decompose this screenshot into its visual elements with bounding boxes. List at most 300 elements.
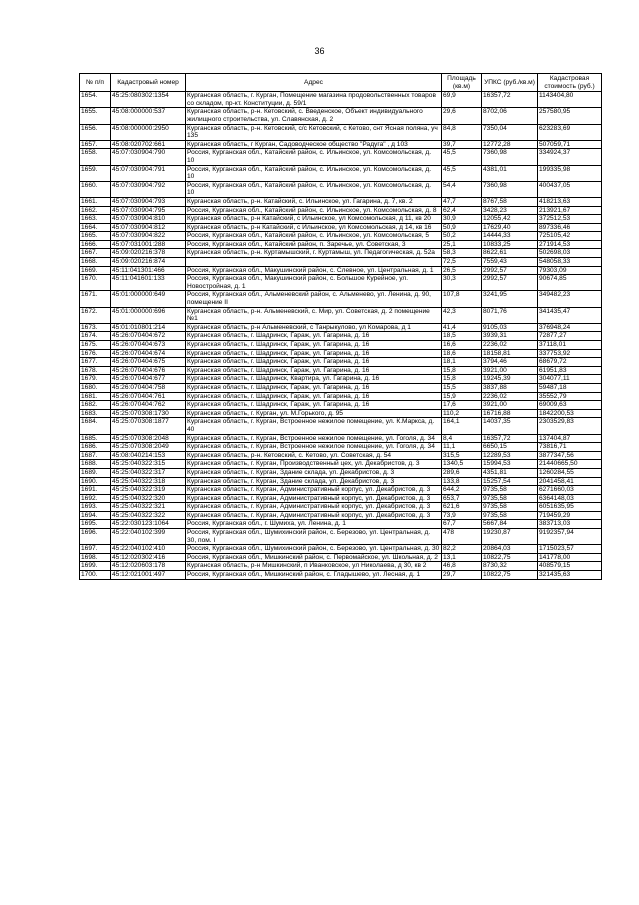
cadastral-number-cell: 45:08:000000:2950 (111, 124, 186, 140)
table-row (80, 401, 602, 410)
cadastral-value-cell: 897336,46 (538, 223, 602, 232)
cadastral-value-cell: 79303,09 (538, 266, 602, 275)
row-number-cell: 1669. (80, 266, 111, 275)
cadastral-value-cell: 1715023,57 (538, 545, 602, 554)
table-row (80, 232, 602, 241)
area-cell: 8,4 (442, 434, 482, 443)
upks-cell: 6650,15 (482, 443, 538, 452)
area-cell: 69,9 (442, 92, 482, 108)
upks-cell: 14037,35 (482, 418, 538, 434)
upks-cell: 9735,58 (482, 511, 538, 520)
row-number-cell: 1662. (80, 206, 111, 215)
cadastral-value-cell: 9192357,94 (538, 529, 602, 545)
address-cell: Курганская область, р-н. Катайский, с. Ильинское, ул. Гагарина, д. 7, кв. 2 (186, 197, 442, 206)
header-cadastral-number: Кадастровый номер (111, 74, 186, 92)
cadastral-number-cell: 45:01:000000:696 (111, 307, 186, 323)
address-cell: Курганская область, р-н Катайский, с Ильинское, ул Комсомольская, д 11, кв 20 (186, 215, 442, 224)
upks-cell: 7360,98 (482, 181, 538, 197)
upks-cell: 3241,95 (482, 291, 538, 307)
row-number-cell: 1667. (80, 249, 111, 258)
address-cell: Курганская область, р-н. Альменевский, с. Мир, ул. Советская, д. 2 помещение №1 (186, 307, 442, 323)
cadastral-value-cell: 349482,23 (538, 291, 602, 307)
row-number-cell: 1698. (80, 553, 111, 562)
upks-cell: 4351,81 (482, 468, 538, 477)
row-number-cell: 1675. (80, 341, 111, 350)
table-row (80, 545, 602, 554)
cadastral-value-cell: 719459,29 (538, 511, 602, 520)
area-cell: 62,4 (442, 206, 482, 215)
upks-cell: 9735,58 (482, 486, 538, 495)
table-row (80, 468, 602, 477)
cadastral-value-cell: 271914,53 (538, 240, 602, 249)
cadastral-value-cell: 213921,67 (538, 206, 602, 215)
cadastral-value-cell: 548058,33 (538, 258, 602, 267)
table-row (80, 443, 602, 452)
row-number-cell: 1695. (80, 520, 111, 529)
cadastral-number-cell: 45:25:040322:322 (111, 511, 186, 520)
area-cell: 39,7 (442, 140, 482, 149)
upks-cell: 8730,32 (482, 562, 538, 571)
upks-cell: 10822,75 (482, 571, 538, 580)
table-row (80, 108, 602, 124)
row-number-cell: 1684. (80, 418, 111, 434)
address-cell: Курганская область, г. Курган, Встроенное нежилое помещение, ул. Гоголя, д. 34 (186, 443, 442, 452)
row-number-cell: 1659. (80, 165, 111, 181)
table-row (80, 181, 602, 197)
row-number-cell: 1683. (80, 409, 111, 418)
cadastral-number-cell: 45:26:070404:675 (111, 358, 186, 367)
cadastral-table (79, 73, 602, 580)
address-cell: Курганская область, г. Курган, Встроенное нежилое помещение, ул. К.Маркса, д. 40 (186, 418, 442, 434)
upks-cell: 2992,57 (482, 275, 538, 291)
header-address: Адрес (186, 74, 442, 92)
area-cell: 50,9 (442, 223, 482, 232)
cadastral-value-cell: 341435,47 (538, 307, 602, 323)
table-row (80, 434, 602, 443)
address-cell: Курганская область, г. Курган, Производственный цех, ул. Декабристов, д. 3 (186, 460, 442, 469)
table-row (80, 571, 602, 580)
upks-cell: 3939,31 (482, 332, 538, 341)
table-row (80, 486, 602, 495)
row-number-cell: 1689. (80, 468, 111, 477)
table-row (80, 341, 602, 350)
area-cell: 58,3 (442, 249, 482, 258)
upks-cell: 9735,58 (482, 494, 538, 503)
table-row (80, 197, 602, 206)
cadastral-number-cell: 45:12:020603:178 (111, 562, 186, 571)
area-cell: 73,9 (442, 511, 482, 520)
area-cell: 25,1 (442, 240, 482, 249)
cadastral-value-cell: 1842200,53 (538, 409, 602, 418)
cadastral-value-cell: 68679,72 (538, 358, 602, 367)
table-row (80, 451, 602, 460)
cadastral-value-cell: 90674,85 (538, 275, 602, 291)
table-row (80, 323, 602, 332)
cadastral-value-cell: 72877,27 (538, 332, 602, 341)
cadastral-value-cell: 507059,71 (538, 140, 602, 149)
row-number-cell: 1676. (80, 349, 111, 358)
address-cell: Россия, Курганская обл., Катайский район, с. Ильинское, ул. Комсомольская, д. 10 (186, 149, 442, 165)
address-cell (186, 258, 442, 267)
cadastral-number-cell: 45:25:070308:2048 (111, 434, 186, 443)
area-cell: 315,5 (442, 451, 482, 460)
upks-cell: 7559,43 (482, 258, 538, 267)
address-cell: Курганская область, р-н. Кетовский, с/с Кетовский, с Кетово, снт Ясная поляна, уч 135 (186, 124, 442, 140)
cadastral-number-cell: 45:12:021001:497 (111, 571, 186, 580)
address-cell: Курганская область, г. Курган, Административный корпус, ул. Декабристов, д. 3 (186, 503, 442, 512)
table-row (80, 529, 602, 545)
cadastral-number-cell: 45:07:030904:812 (111, 223, 186, 232)
upks-cell: 10833,25 (482, 240, 538, 249)
address-cell: Курганская область, г. Шадринск, Гараж, ул. Гагарина, д. 16 (186, 341, 442, 350)
address-cell: Курганская область, г. Курган, Административный корпус, ул. Декабристов, д. 3 (186, 511, 442, 520)
cadastral-number-cell: 45:11:041301:466 (111, 266, 186, 275)
area-cell: 653,7 (442, 494, 482, 503)
cadastral-value-cell: 623283,69 (538, 124, 602, 140)
page-number: 36 (314, 46, 325, 56)
area-cell: 17,6 (442, 401, 482, 410)
table-row (80, 332, 602, 341)
table-row (80, 249, 602, 258)
row-number-cell: 1680. (80, 383, 111, 392)
upks-cell: 8767,58 (482, 197, 538, 206)
cadastral-value-cell: 141778,00 (538, 553, 602, 562)
upks-cell: 16716,88 (482, 409, 538, 418)
upks-cell: 16357,72 (482, 92, 538, 108)
upks-cell: 20864,03 (482, 545, 538, 554)
upks-cell: 4381,01 (482, 165, 538, 181)
row-number-cell: 1672. (80, 307, 111, 323)
address-cell: Россия, Курганская обл., Катайский район, с. Ильинское, ул. Комсомольская, д. 8 (186, 206, 442, 215)
cadastral-number-cell: 45:07:030904:795 (111, 206, 186, 215)
address-cell: Курганская область, г. Курган, Здание склада, ул. Декабристов, д. 3 (186, 477, 442, 486)
cadastral-number-cell: 45:11:041601:133 (111, 275, 186, 291)
row-number-cell: 1663. (80, 215, 111, 224)
upks-cell: 5667,84 (482, 520, 538, 529)
row-number-cell: 1686. (80, 443, 111, 452)
area-cell: 15,8 (442, 375, 482, 384)
area-cell: 26,5 (442, 266, 482, 275)
row-number-cell: 1664. (80, 223, 111, 232)
row-number-cell: 1682. (80, 401, 111, 410)
row-number-cell: 1658. (80, 149, 111, 165)
cadastral-value-cell: 418213,63 (538, 197, 602, 206)
address-cell: Курганская область, г. Курган, Здание склада, ул. Декабристов, д. 3 (186, 468, 442, 477)
row-number-cell: 1656. (80, 124, 111, 140)
cadastral-value-cell: 725105,42 (538, 232, 602, 241)
cadastral-number-cell: 45:26:070404:676 (111, 366, 186, 375)
cadastral-number-cell: 45:08:020702:661 (111, 140, 186, 149)
table-row (80, 165, 602, 181)
address-cell: Курганская область, г. Шадринск, Квартира, ул. Гагарина, д. 16 (186, 375, 442, 384)
address-cell: Россия, Курганская обл., Шумихинский район, с. Березово, ул. Центральная, д. 30 (186, 545, 442, 554)
address-cell: Курганская область, р-н. Куртамышский, г. Куртамыш, ул. Педагогическая, д. 52а (186, 249, 442, 258)
address-cell: Курганская область, г. Курган, Административный корпус, ул. Декабристов, д. 3 (186, 494, 442, 503)
area-cell: 67,7 (442, 520, 482, 529)
address-cell: Курганская область, г. Шадринск, Гараж, ул. Гагарина, д. 16 (186, 383, 442, 392)
cadastral-value-cell: 376948,24 (538, 323, 602, 332)
table-row (80, 520, 602, 529)
upks-cell: 2236,02 (482, 392, 538, 401)
table-row (80, 92, 602, 108)
cadastral-value-cell: 383713,03 (538, 520, 602, 529)
cadastral-value-cell: 337753,92 (538, 349, 602, 358)
row-number-cell: 1693. (80, 503, 111, 512)
table-row (80, 266, 602, 275)
row-number-cell: 1688. (80, 460, 111, 469)
address-cell: Курганская область, г. Шадринск, Гараж, ул. Гагарина, д. 16 (186, 366, 442, 375)
area-cell: 478 (442, 529, 482, 545)
address-cell: Курганская область, г. Шадринск, Гараж, ул. Гагарина, д. 16 (186, 358, 442, 367)
upks-cell: 2992,57 (482, 266, 538, 275)
cadastral-number-cell: 45:26:070404:677 (111, 375, 186, 384)
cadastral-number-cell: 45:09:020216:378 (111, 249, 186, 258)
cadastral-number-cell: 45:25:040322:317 (111, 468, 186, 477)
cadastral-number-cell: 45:07:031001:288 (111, 240, 186, 249)
row-number-cell: 1665. (80, 232, 111, 241)
cadastral-number-cell: 45:25:040322:315 (111, 460, 186, 469)
area-cell: 133,8 (442, 477, 482, 486)
upks-cell: 9105,03 (482, 323, 538, 332)
upks-cell: 17629,40 (482, 223, 538, 232)
address-cell: Курганская область, г Курган, Садоводческое общество "Радуга" , д 103 (186, 140, 442, 149)
cadastral-value-cell: 37118,01 (538, 341, 602, 350)
cadastral-number-cell: 45:08:040214:153 (111, 451, 186, 460)
area-cell: 13,1 (442, 553, 482, 562)
table-row (80, 124, 602, 140)
row-number-cell: 1679. (80, 375, 111, 384)
header-number: № п/п (80, 74, 111, 92)
area-cell: 30,9 (442, 215, 482, 224)
address-cell: Курганская область, р-н. Кетовский, с. Кетово, ул. Советская, д. 54 (186, 451, 442, 460)
area-cell: 45,5 (442, 165, 482, 181)
area-cell: 84,8 (442, 124, 482, 140)
upks-cell: 12772,28 (482, 140, 538, 149)
cadastral-value-cell: 69009,63 (538, 401, 602, 410)
row-number-cell: 1691. (80, 486, 111, 495)
row-number-cell: 1681. (80, 392, 111, 401)
upks-cell: 9735,58 (482, 503, 538, 512)
cadastral-number-cell: 45:26:070404:674 (111, 349, 186, 358)
area-cell: 1340,5 (442, 460, 482, 469)
table-body (80, 92, 602, 579)
table-row (80, 392, 602, 401)
header-upks: УПКС (руб./кв.м) (482, 74, 538, 92)
table-row (80, 477, 602, 486)
area-cell: 16,6 (442, 341, 482, 350)
row-number-cell: 1655. (80, 108, 111, 124)
header-cadastral-value: Кадастровая стоимость (руб.) (538, 74, 602, 92)
address-cell: Курганская область, г. Шадринск, Гараж, ул. Гагарина, д. 16 (186, 332, 442, 341)
cadastral-number-cell: 45:08:000000:537 (111, 108, 186, 124)
address-cell: Курганская область, г. Шадринск, Гараж, ул. Гагарина, д. 16 (186, 401, 442, 410)
table-row (80, 553, 602, 562)
upks-cell: 3428,23 (482, 206, 538, 215)
address-cell: Курганская область, р-н Мишкинский, п Иванковское, ул Николаева, д 30, кв 2 (186, 562, 442, 571)
address-cell: Курганская область, г. Курган, ул. М.Горького, д. 95 (186, 409, 442, 418)
cadastral-value-cell: 21440665,50 (538, 460, 602, 469)
cadastral-value-cell: 1143404,80 (538, 92, 602, 108)
row-number-cell: 1671. (80, 291, 111, 307)
cadastral-number-cell: 45:12:020302:416 (111, 553, 186, 562)
row-number-cell: 1661. (80, 197, 111, 206)
cadastral-number-cell: 45:07:030904:793 (111, 197, 186, 206)
cadastral-value-cell: 502698,03 (538, 249, 602, 258)
area-cell: 45,5 (442, 149, 482, 165)
table-row (80, 511, 602, 520)
table-row (80, 358, 602, 367)
row-number-cell: 1692. (80, 494, 111, 503)
address-cell: Курганская область, р-н. Кетовский, с. Введенское, Объект индивидуального жилищного строительства, ул. Славянская, д. 2 (186, 108, 442, 124)
cadastral-number-cell: 45:26:070404:673 (111, 341, 186, 350)
cadastral-number-cell: 45:26:070404:761 (111, 392, 186, 401)
table-row (80, 223, 602, 232)
cadastral-value-cell: 35552,79 (538, 392, 602, 401)
area-cell: 15,9 (442, 392, 482, 401)
table-row (80, 366, 602, 375)
cadastral-number-cell: 45:25:040322:318 (111, 477, 186, 486)
cadastral-value-cell: 408579,15 (538, 562, 602, 571)
row-number-cell: 1666. (80, 240, 111, 249)
upks-cell: 8702,06 (482, 108, 538, 124)
table-row (80, 349, 602, 358)
cadastral-number-cell: 45:25:040322:320 (111, 494, 186, 503)
upks-cell: 15257,54 (482, 477, 538, 486)
address-cell: Россия, Курганская обл., Катайский район, с. Ильинское, ул. Комсомольская, д. 10 (186, 181, 442, 197)
upks-cell: 8071,76 (482, 307, 538, 323)
cadastral-value-cell: 59487,18 (538, 383, 602, 392)
cadastral-value-cell: 6051635,95 (538, 503, 602, 512)
row-number-cell: 1687. (80, 451, 111, 460)
cadastral-number-cell: 45:25:040322:321 (111, 503, 186, 512)
upks-cell: 12055,42 (482, 215, 538, 224)
row-number-cell: 1678. (80, 366, 111, 375)
cadastral-number-cell: 45:26:070404:672 (111, 332, 186, 341)
area-cell: 72,5 (442, 258, 482, 267)
cadastral-number-cell: 45:07:030904:810 (111, 215, 186, 224)
cadastral-value-cell: 6271660,03 (538, 486, 602, 495)
address-cell: Курганская область, р-н Альменевский, с Танрыкулово, ул Комарова, д 1 (186, 323, 442, 332)
cadastral-number-cell: 45:25:070308:1877 (111, 418, 186, 434)
upks-cell: 3794,46 (482, 358, 538, 367)
row-number-cell: 1654. (80, 92, 111, 108)
table-row (80, 503, 602, 512)
area-cell: 289,6 (442, 468, 482, 477)
area-cell: 47,7 (442, 197, 482, 206)
area-cell: 82,2 (442, 545, 482, 554)
cadastral-number-cell: 45:09:020216:874 (111, 258, 186, 267)
upks-cell: 18158,81 (482, 349, 538, 358)
upks-cell: 8622,61 (482, 249, 538, 258)
row-number-cell: 1668. (80, 258, 111, 267)
table-row (80, 409, 602, 418)
row-number-cell: 1700. (80, 571, 111, 580)
address-cell: Россия, Курганская обл., Катайский район, с. Ильинское, ул. Комсомольская, 5 (186, 232, 442, 241)
address-cell: Россия, Курганская обл., Альменевский район, с. Альменево, ул. Ленина, д. 90, помещение II (186, 291, 442, 307)
cadastral-value-cell: 372512,53 (538, 215, 602, 224)
row-number-cell: 1674. (80, 332, 111, 341)
cadastral-number-cell: 45:25:070308:1730 (111, 409, 186, 418)
area-cell: 15,5 (442, 383, 482, 392)
table-row (80, 275, 602, 291)
cadastral-number-cell: 45:07:030904:792 (111, 181, 186, 197)
cadastral-value-cell: 2041458,41 (538, 477, 602, 486)
area-cell: 15,8 (442, 366, 482, 375)
row-number-cell: 1696. (80, 529, 111, 545)
address-cell: Курганская область, г. Курган, Административный корпус, ул. Декабристов, д. 3 (186, 486, 442, 495)
area-cell: 18,5 (442, 332, 482, 341)
address-cell: Россия, Курганская обл., Катайский район, п. Заречье, ул. Советская, 3 (186, 240, 442, 249)
table-row (80, 418, 602, 434)
cadastral-value-cell: 1260284,55 (538, 468, 602, 477)
cadastral-value-cell: 257580,95 (538, 108, 602, 124)
cadastral-number-cell: 45:07:030904:791 (111, 165, 186, 181)
cadastral-number-cell: 45:26:070404:758 (111, 383, 186, 392)
row-number-cell: 1670. (80, 275, 111, 291)
cadastral-value-cell: 199335,98 (538, 165, 602, 181)
table-row (80, 140, 602, 149)
cadastral-number-cell: 45:25:080302:1354 (111, 92, 186, 108)
upks-cell: 12289,53 (482, 451, 538, 460)
upks-cell: 3921,00 (482, 366, 538, 375)
row-number-cell: 1690. (80, 477, 111, 486)
cadastral-value-cell: 3877347,56 (538, 451, 602, 460)
upks-cell: 15994,53 (482, 460, 538, 469)
area-cell: 644,2 (442, 486, 482, 495)
table-row (80, 494, 602, 503)
row-number-cell: 1685. (80, 434, 111, 443)
area-cell: 110,2 (442, 409, 482, 418)
address-cell: Россия, Курганская обл., Макушинский район, с. Слевное, ул. Центральная, д. 1 (186, 266, 442, 275)
area-cell: 107,8 (442, 291, 482, 307)
upks-cell: 3921,00 (482, 401, 538, 410)
table-row (80, 291, 602, 307)
area-cell: 164,1 (442, 418, 482, 434)
area-cell: 621,6 (442, 503, 482, 512)
cadastral-number-cell: 45:25:040322:319 (111, 486, 186, 495)
address-cell: Россия, Курганская обл., Мишкинский район, с. Первомайское, ул. Школьная, д. 2 (186, 553, 442, 562)
upks-cell: 7360,98 (482, 149, 538, 165)
table-row (80, 240, 602, 249)
area-cell: 41,4 (442, 323, 482, 332)
row-number-cell: 1677. (80, 358, 111, 367)
area-cell: 18,6 (442, 349, 482, 358)
cadastral-value-cell: 6364148,03 (538, 494, 602, 503)
area-cell: 46,8 (442, 562, 482, 571)
upks-cell: 14444,33 (482, 232, 538, 241)
address-cell: Россия, Курганская обл., Шумихинский район, с. Березово, ул. Центральная, д. 30, пом. I (186, 529, 442, 545)
row-number-cell: 1657. (80, 140, 111, 149)
address-cell: Россия, Курганская обл., Катайский район, с. Ильинское, ул. Комсомольская, д. 10 (186, 165, 442, 181)
header-area: Площадь (кв.м) (442, 74, 482, 92)
cadastral-value-cell: 61951,83 (538, 366, 602, 375)
table-row (80, 460, 602, 469)
table-row (80, 149, 602, 165)
cadastral-number-cell: 45:26:070404:762 (111, 401, 186, 410)
cadastral-value-cell: 304077,11 (538, 375, 602, 384)
cadastral-number-cell: 45:01:000000:649 (111, 291, 186, 307)
address-cell: Курганская область, г. Шадринск, Гараж, ул. Гагарина, д. 16 (186, 349, 442, 358)
upks-cell: 2236,02 (482, 341, 538, 350)
address-cell: Россия, Курганская обл., г. Шумиха, ул. Ленина, д. 1 (186, 520, 442, 529)
row-number-cell: 1660. (80, 181, 111, 197)
cadastral-number-cell: 45:25:070308:2049 (111, 443, 186, 452)
cadastral-number-cell: 45:22:040102:399 (111, 529, 186, 545)
area-cell: 29,6 (442, 108, 482, 124)
upks-cell: 3837,88 (482, 383, 538, 392)
cadastral-value-cell: 2303529,83 (538, 418, 602, 434)
table-row (80, 375, 602, 384)
